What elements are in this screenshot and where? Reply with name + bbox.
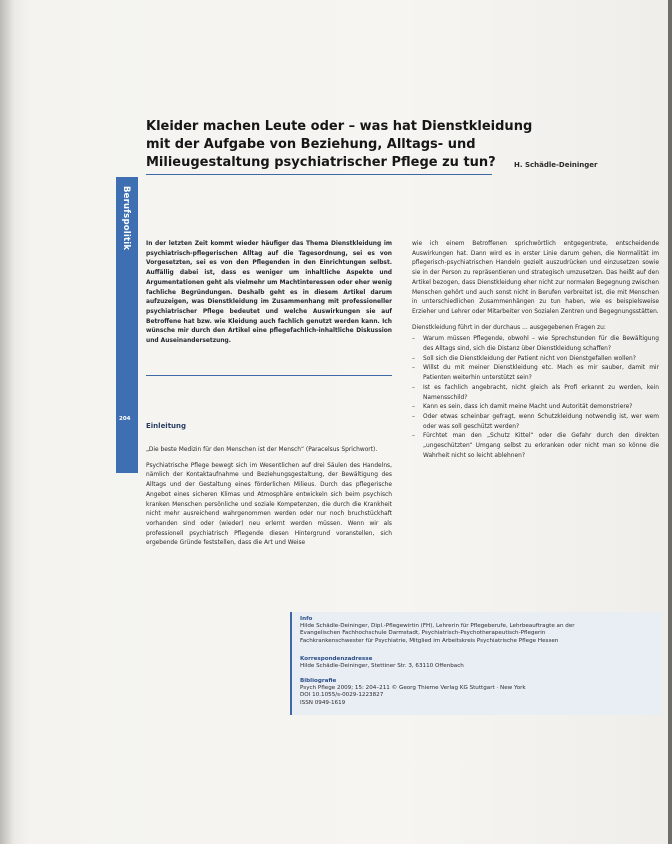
abstract bbox=[146, 240, 392, 349]
bibliography-section bbox=[300, 678, 655, 707]
page-number: 204 bbox=[119, 416, 131, 422]
list-item: – Oder etwas scheinbar gefragt, wenn Schutzkleidung notwendig ist, wer wem oder was soll geschützt werden? bbox=[412, 413, 659, 432]
author: H. Schädle-Deininger bbox=[514, 161, 598, 169]
title-line-2: mit der Aufgabe von Beziehung, Alltags- und bbox=[146, 137, 476, 152]
paragraph: Dienstkleidung führt in der durchaus ... ausgegebenen Fragen zu: bbox=[412, 324, 606, 331]
abstract-text: In der letzten Zeit kommt wieder häufiger das Thema Dienstkleidung im psychiatrisch-pflegerischen Alltag auf die Tagesordnung, sei es von Vorgesetzten, sei es von den Pflegenden in den Einrichtungen selbst. Auffällig dabei ist, dass es weniger um inhaltliche Aspekte und Argumentationen geht als vielmehr um Machtinteressen oder eher wenig fachliche Begründungen. Deshalb geht es in diesem Artikel darum aufzuzeigen, was Dienstkleidung im Zusammenhang mit professioneller psychiatrischer Pflege bedeutet und welche Auswirkungen sie auf Betroffene hat bzw. wie Kleidung auch fachlich genutzt werden kann. Ich wünsche mir durch den Artikel eine pflegefachlich-inhaltliche Diskussion und Auseinandersetzung. bbox=[146, 241, 392, 345]
list-item: – Fürchtet man den „Schutz Kittel“ oder die Gefahr durch den direkten „ungeschützten“ Umgang selbst zu erkranken oder nicht man so könne die Wahrheit nicht so leicht ablehnen? bbox=[412, 432, 659, 461]
left-column-body bbox=[146, 446, 392, 551]
info-line: Evangelischen Fachhochschule Darmstadt, Psychiatrisch-Psychotherapeutisch-Pflegerin bbox=[300, 630, 546, 637]
page-gutter-shadow bbox=[0, 0, 14, 844]
list-item: – Ist es fachlich angebracht, nicht gleich als Profi erkannt zu werden, kein Namensschild? bbox=[412, 384, 659, 403]
abstract-rule bbox=[146, 375, 392, 376]
title-rule bbox=[146, 174, 492, 175]
section-label: Berufspolitik bbox=[121, 186, 131, 251]
bibliography-line: Psych Pflege 2009; 15: 204–211 © Georg Thieme Verlag KG Stuttgart · New York bbox=[300, 685, 526, 692]
question-list bbox=[412, 335, 659, 461]
info-heading: Info bbox=[300, 616, 313, 622]
paragraph: wie ich einem Betroffenen sprichwörtlich entgegentrete, entscheidende Auswirkungen hat. Dann wird es in erster Linie darum gehen, die Normalität im pflegerisch-psychiatrischen Handeln gezielt auszudrücken und einzusetzen sowie sie in der Person zu repräsentieren und strategisch umzusetzen. Das heißt auf den Artikel bezogen, dass Dienstkleidung eher nicht zur normalen Begegnung zwischen Menschen gehört und auch sonst nicht in Berufen verbreitet ist, die mit Menschen in unterschiedlichen Zusammenhängen zu tun haben, wie es beispielsweise Erzieher und Lehrer oder Mitarbeiter von Sozialen Zentren und Begegnungsstätten. bbox=[412, 241, 659, 315]
article-title bbox=[146, 118, 533, 172]
list-item: – Willst du mit meiner Dienstkleidung etc. Mach es mir sauber, damit mir Patienten weiterhin unterstützt sein? bbox=[412, 364, 659, 383]
info-section bbox=[300, 616, 655, 645]
list-item: – Soll sich die Dienstkleidung der Patient nicht von Dienstgefallen wollen? bbox=[412, 355, 659, 365]
right-column-body bbox=[412, 240, 659, 461]
info-box bbox=[290, 612, 662, 715]
title-line-1: Kleider machen Leute oder – was hat Dienstkleidung bbox=[146, 119, 533, 134]
bibliography-line: DOI 10.1055/s-0029-1223827 bbox=[300, 692, 384, 699]
bibliography-heading: Bibliografie bbox=[300, 678, 337, 684]
info-line: Hilde Schädle-Deininger, Dipl.-Pflegewirtin (FH), Lehrerin für Pflegeberufe, Lehrbeauftragte an der bbox=[300, 623, 575, 630]
section-heading: Einleitung bbox=[146, 422, 187, 430]
paragraph: Psychiatrische Pflege bewegt sich im Wesentlichen auf drei Säulen des Handelns, nämlich der Kontaktaufnahme und Beziehungsgestaltung, der Bewältigung des Alltags und der Gestaltung eines förderlichen Milieus. Durch das pflegerische Angebot eines sicheren Klimas und Atmosphäre entwickeln sich beim psychisch kranken Menschen persönliche und soziale Kompetenzen, die durch die Krankheit nicht mehr ausreichend wahrgenommen werden oder nur noch bruchstückhaft vorhanden sind oder (wieder) neu erlernt werden müssen. Wenn wir als professionell psychiatrisch Pflegende diesen Hintergrund voranstellen, sich ergebende Gründe feststellen, dass die Art und Weise bbox=[146, 462, 392, 547]
title-line-3: Milieugestaltung psychiatrischer Pflege zu tun? bbox=[146, 155, 496, 170]
info-line: Fachkrankenschwester für Psychiatrie, Mitglied im Arbeitskreis Psychiatrische Pflege Hessen bbox=[300, 637, 559, 644]
paragraph: „Die beste Medizin für den Menschen ist der Mensch“ (Paracelsus Sprichwort). bbox=[146, 447, 378, 453]
list-item: – Warum müssen Pflegende, obwohl – wie Sprechstunden für die Bewältigung des Alltags sind, sich die Distanz über Dienstkleidung schaffen? bbox=[412, 335, 659, 354]
address-line: Hilde Schädle-Deininger, Stettiner Str. 3, 63110 Offenbach bbox=[300, 663, 464, 670]
address-heading: Korrespondenzadresse bbox=[300, 656, 373, 662]
address-section bbox=[300, 656, 655, 670]
bibliography-line: ISSN 0949-1619 bbox=[300, 699, 346, 706]
list-item: – Kann es sein, dass ich damit meine Macht und Autorität demonstriere? bbox=[412, 403, 659, 413]
